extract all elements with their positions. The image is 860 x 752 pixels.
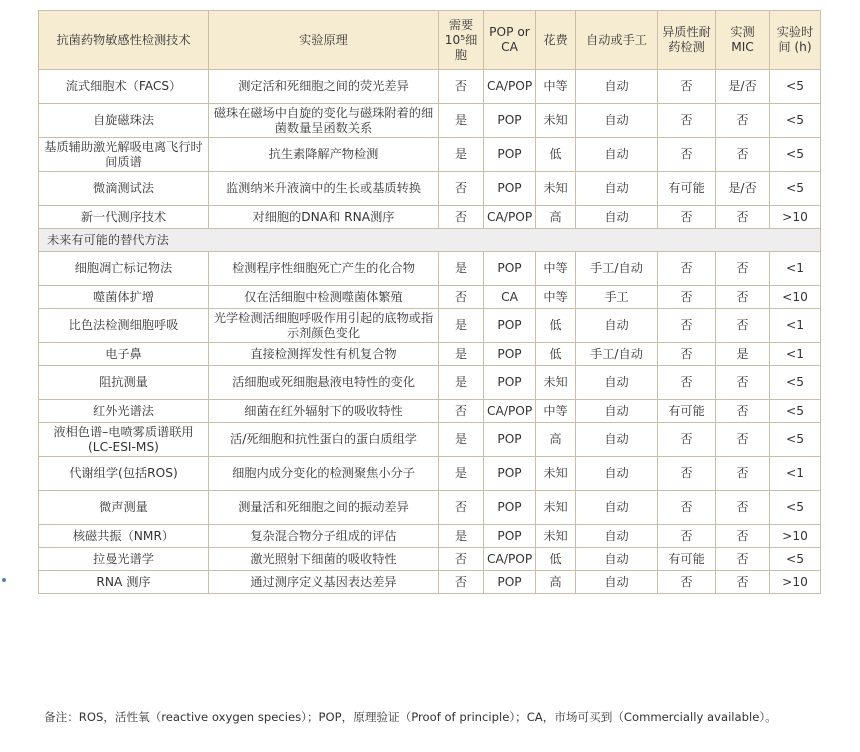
cell-pop-ca: POP: [484, 457, 536, 491]
cell-technique: 自旋磁珠法: [39, 104, 209, 138]
table-row: [39, 548, 821, 571]
header-cost: 花费: [536, 11, 576, 70]
cell-heteroresistance: 有可能: [658, 400, 716, 423]
cell-pop-ca: POP: [484, 138, 536, 172]
cell-pop-ca: CA/POP: [484, 548, 536, 571]
cell-principle: 通过测序定义基因表达差异: [209, 571, 439, 594]
cell-time: <5: [770, 548, 821, 571]
cell-time: <5: [770, 104, 821, 138]
table-row: [39, 423, 821, 457]
table-row: [39, 206, 821, 229]
cell-mic: 否: [716, 548, 770, 571]
cell-auto-manual: 自动: [576, 206, 658, 229]
cell-mic: 否: [716, 309, 770, 343]
cell-auto-manual: 自动: [576, 423, 658, 457]
cell-cost: 未知: [536, 491, 576, 525]
cell-mic: 是/否: [716, 172, 770, 206]
header-principle: 实验原理: [209, 11, 439, 70]
cell-heteroresistance: 否: [658, 571, 716, 594]
header-heteroresistance: 异质性耐药检测: [658, 11, 716, 70]
cell-pop-ca: POP: [484, 571, 536, 594]
cell-time: <1: [770, 252, 821, 286]
section-row: [39, 229, 821, 252]
cell-cost: 低: [536, 138, 576, 172]
cell-cost: 低: [536, 309, 576, 343]
cell-cells-required: 是: [439, 309, 484, 343]
cell-technique: 电子鼻: [39, 343, 209, 366]
cell-time: <5: [770, 423, 821, 457]
cell-principle: 测量活和死细胞之间的振动差异: [209, 491, 439, 525]
cell-mic: 否: [716, 366, 770, 400]
cell-cells-required: 是: [439, 252, 484, 286]
cell-time: <5: [770, 400, 821, 423]
cell-cells-required: 是: [439, 457, 484, 491]
cell-auto-manual: 自动: [576, 400, 658, 423]
cell-mic: 否: [716, 525, 770, 548]
cell-heteroresistance: 否: [658, 286, 716, 309]
cell-pop-ca: CA: [484, 286, 536, 309]
cell-principle: 细胞内成分变化的检测聚焦小分子: [209, 457, 439, 491]
cell-technique: 拉曼光谱学: [39, 548, 209, 571]
cell-technique: 代谢组学(包括ROS): [39, 457, 209, 491]
table-row: [39, 343, 821, 366]
cell-mic: 否: [716, 571, 770, 594]
cell-time: <5: [770, 70, 821, 104]
cell-mic: 否: [716, 286, 770, 309]
cell-technique: 红外光谱法: [39, 400, 209, 423]
cell-heteroresistance: 否: [658, 138, 716, 172]
cell-principle: 对细胞的DNA和 RNA测序: [209, 206, 439, 229]
cell-principle: 测定活和死细胞之间的荧光差异: [209, 70, 439, 104]
cell-cost: 中等: [536, 252, 576, 286]
cell-auto-manual: 自动: [576, 366, 658, 400]
cell-cost: 低: [536, 548, 576, 571]
table-container: [38, 10, 820, 594]
cell-cells-required: 是: [439, 104, 484, 138]
cell-pop-ca: POP: [484, 343, 536, 366]
cell-mic: 否: [716, 457, 770, 491]
cell-technique: 液相色谱–电喷雾质谱联用(LC-ESI-MS): [39, 423, 209, 457]
cell-pop-ca: POP: [484, 104, 536, 138]
section-label: 未来有可能的替代方法: [39, 229, 821, 252]
cell-mic: 是: [716, 343, 770, 366]
cell-time: <5: [770, 172, 821, 206]
cell-technique: 阻抗测量: [39, 366, 209, 400]
cell-principle: 活/死细胞和抗性蛋白的蛋白质组学: [209, 423, 439, 457]
cell-time: <1: [770, 309, 821, 343]
cell-auto-manual: 自动: [576, 138, 658, 172]
cell-technique: 基质辅助激光解吸电离飞行时间质谱: [39, 138, 209, 172]
cell-technique: 微声测量: [39, 491, 209, 525]
cell-cells-required: 是: [439, 138, 484, 172]
table-row: [39, 491, 821, 525]
cell-heteroresistance: 否: [658, 252, 716, 286]
header-technique: 抗菌药物敏感性检测技术: [39, 11, 209, 70]
table-row: [39, 172, 821, 206]
cell-cells-required: 是: [439, 366, 484, 400]
cell-pop-ca: CA/POP: [484, 400, 536, 423]
cell-heteroresistance: 否: [658, 457, 716, 491]
cell-heteroresistance: 否: [658, 525, 716, 548]
cell-heteroresistance: 否: [658, 491, 716, 525]
cell-cost: 低: [536, 343, 576, 366]
cell-principle: 监测纳米升液滴中的生长或基质转换: [209, 172, 439, 206]
cell-mic: 否: [716, 104, 770, 138]
margin-dot: [2, 578, 6, 582]
cell-cells-required: 是: [439, 525, 484, 548]
table-body: [39, 70, 821, 594]
cell-cost: 高: [536, 206, 576, 229]
cell-auto-manual: 自动: [576, 70, 658, 104]
cell-cells-required: 否: [439, 491, 484, 525]
cell-time: <1: [770, 343, 821, 366]
cell-principle: 激光照射下细菌的吸收特性: [209, 548, 439, 571]
cell-technique: 核磁共振（NMR）: [39, 525, 209, 548]
header-time: 实验时间 (h): [770, 11, 821, 70]
cell-cells-required: 否: [439, 206, 484, 229]
cell-cells-required: 否: [439, 172, 484, 206]
table-row: [39, 286, 821, 309]
cell-time: >10: [770, 525, 821, 548]
cell-pop-ca: POP: [484, 491, 536, 525]
cell-principle: 细菌在红外辐射下的吸收特性: [209, 400, 439, 423]
table-row: [39, 104, 821, 138]
cell-auto-manual: 手工/自动: [576, 252, 658, 286]
cell-technique: 比色法检测细胞呼吸: [39, 309, 209, 343]
cell-principle: 复杂混合物分子组成的评估: [209, 525, 439, 548]
header-cells-required: 需要10⁵细胞: [439, 11, 484, 70]
cell-pop-ca: POP: [484, 172, 536, 206]
cell-pop-ca: POP: [484, 423, 536, 457]
table-row: [39, 400, 821, 423]
cell-pop-ca: POP: [484, 525, 536, 548]
cell-technique: 新一代测序技术: [39, 206, 209, 229]
footnote: 备注：ROS，活性氧（reactive oxygen species）；POP，原理验证（Proof of principle）；CA，市场可买到（Commercially available）。: [44, 710, 777, 724]
cell-auto-manual: 自动: [576, 571, 658, 594]
cell-technique: 流式细胞术（FACS）: [39, 70, 209, 104]
cell-heteroresistance: 否: [658, 104, 716, 138]
cell-cost: 未知: [536, 172, 576, 206]
cell-technique: RNA 测序: [39, 571, 209, 594]
cell-mic: 否: [716, 491, 770, 525]
cell-heteroresistance: 否: [658, 206, 716, 229]
cell-pop-ca: CA/POP: [484, 70, 536, 104]
cell-pop-ca: CA/POP: [484, 206, 536, 229]
cell-auto-manual: 手工/自动: [576, 343, 658, 366]
cell-cost: 中等: [536, 400, 576, 423]
cell-auto-manual: 自动: [576, 548, 658, 571]
cell-cells-required: 否: [439, 286, 484, 309]
cell-cost: 未知: [536, 457, 576, 491]
cell-auto-manual: 自动: [576, 457, 658, 491]
header-auto-manual: 自动或手工: [576, 11, 658, 70]
cell-mic: 是/否: [716, 70, 770, 104]
cell-cells-required: 是: [439, 343, 484, 366]
cell-cost: 中等: [536, 286, 576, 309]
cell-time: >10: [770, 206, 821, 229]
ast-techniques-table: [38, 10, 821, 594]
cell-cells-required: 否: [439, 400, 484, 423]
cell-cost: 高: [536, 571, 576, 594]
cell-heteroresistance: 否: [658, 366, 716, 400]
cell-cost: 未知: [536, 366, 576, 400]
table-header-row: [39, 11, 821, 70]
cell-principle: 仅在活细胞中检测噬菌体繁殖: [209, 286, 439, 309]
cell-heteroresistance: 否: [658, 423, 716, 457]
header-pop-ca: POP or CA: [484, 11, 536, 70]
cell-time: <5: [770, 138, 821, 172]
table-row: [39, 70, 821, 104]
table-row: [39, 525, 821, 548]
cell-heteroresistance: 否: [658, 343, 716, 366]
table-row: [39, 571, 821, 594]
cell-time: <1: [770, 457, 821, 491]
cell-heteroresistance: 有可能: [658, 172, 716, 206]
cell-pop-ca: POP: [484, 366, 536, 400]
cell-time: <10: [770, 286, 821, 309]
cell-cells-required: 否: [439, 70, 484, 104]
cell-heteroresistance: 否: [658, 309, 716, 343]
cell-cells-required: 否: [439, 548, 484, 571]
cell-pop-ca: POP: [484, 252, 536, 286]
cell-heteroresistance: 否: [658, 70, 716, 104]
cell-time: <5: [770, 366, 821, 400]
cell-time: <5: [770, 491, 821, 525]
cell-principle: 磁珠在磁场中自旋的变化与磁珠附着的细菌数量呈函数关系: [209, 104, 439, 138]
cell-pop-ca: POP: [484, 309, 536, 343]
cell-technique: 噬菌体扩增: [39, 286, 209, 309]
cell-auto-manual: 自动: [576, 309, 658, 343]
cell-principle: 光学检测活细胞呼吸作用引起的底物或指示剂颜色变化: [209, 309, 439, 343]
cell-cost: 未知: [536, 104, 576, 138]
cell-mic: 否: [716, 206, 770, 229]
table-row: [39, 457, 821, 491]
cell-principle: 直接检测挥发性有机复合物: [209, 343, 439, 366]
table-row: [39, 138, 821, 172]
table-row: [39, 366, 821, 400]
cell-cells-required: 否: [439, 571, 484, 594]
table-row: [39, 309, 821, 343]
cell-auto-manual: 手工: [576, 286, 658, 309]
cell-auto-manual: 自动: [576, 172, 658, 206]
cell-technique: 细胞凋亡标记物法: [39, 252, 209, 286]
cell-mic: 否: [716, 252, 770, 286]
header-mic: 实测 MIC: [716, 11, 770, 70]
cell-auto-manual: 自动: [576, 491, 658, 525]
cell-principle: 检测程序性细胞死亡产生的化合物: [209, 252, 439, 286]
cell-auto-manual: 自动: [576, 525, 658, 548]
cell-cells-required: 是: [439, 423, 484, 457]
cell-principle: 抗生素降解产物检测: [209, 138, 439, 172]
cell-time: >10: [770, 571, 821, 594]
cell-technique: 微滴测试法: [39, 172, 209, 206]
cell-mic: 否: [716, 423, 770, 457]
cell-cost: 高: [536, 423, 576, 457]
table-row: [39, 252, 821, 286]
cell-principle: 活细胞或死细胞悬液电特性的变化: [209, 366, 439, 400]
cell-cost: 中等: [536, 70, 576, 104]
cell-mic: 否: [716, 400, 770, 423]
cell-cost: 未知: [536, 525, 576, 548]
cell-heteroresistance: 有可能: [658, 548, 716, 571]
cell-mic: 否: [716, 138, 770, 172]
cell-auto-manual: 自动: [576, 104, 658, 138]
